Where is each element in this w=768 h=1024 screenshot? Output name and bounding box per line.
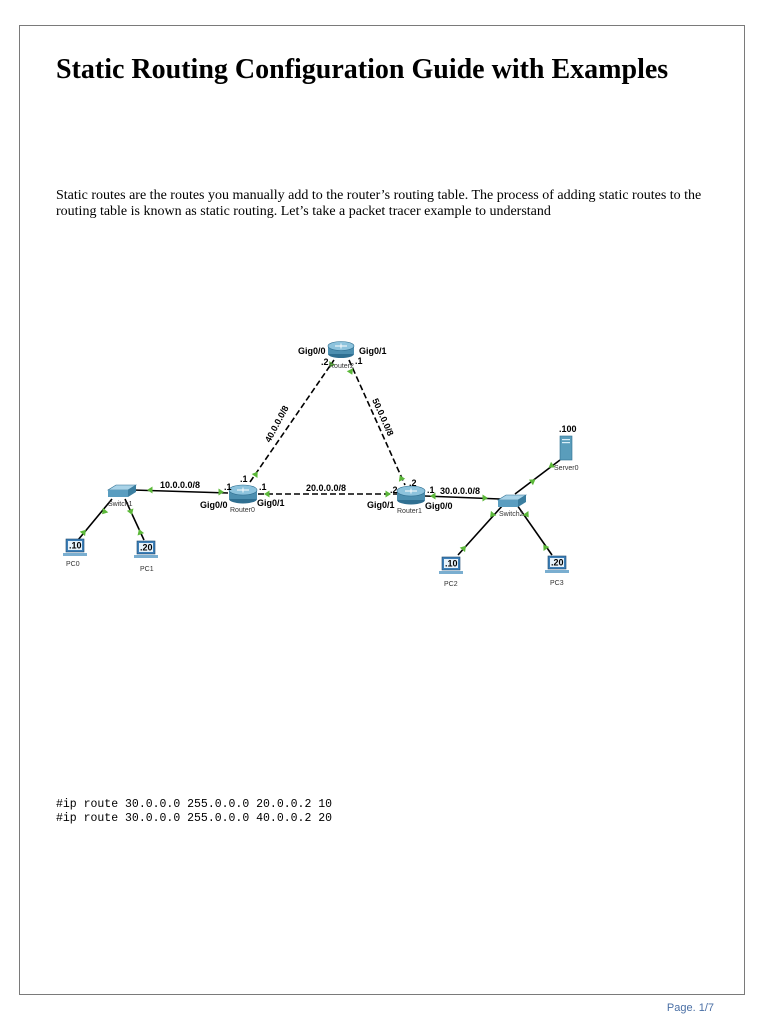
pc3-device[interactable]	[545, 556, 569, 587]
network-10-label: 10.0.0.0/8	[160, 480, 201, 490]
pc2-address: .10	[445, 558, 458, 569]
link-router0-router2	[250, 360, 334, 482]
link-router2-router1	[349, 360, 405, 485]
pc1-address: .20	[140, 542, 153, 553]
pc3-label: PC3	[550, 580, 564, 587]
router2-right-address: .1	[355, 356, 363, 366]
router2-device[interactable]	[328, 342, 354, 371]
router2-left-address: .2	[321, 357, 329, 367]
pc0-device[interactable]	[63, 539, 87, 568]
network-40-label: 40.0.0.0/8	[262, 403, 291, 444]
router1-device[interactable]	[397, 486, 425, 515]
server0-label: Server0	[554, 465, 579, 472]
router0-gig01-label: Gig0/1	[257, 498, 285, 508]
router0-top-address: .1	[240, 474, 248, 484]
router2-gig01-label: Gig0/1	[359, 346, 387, 356]
port-indicators	[80, 361, 555, 552]
pc2-device[interactable]	[439, 557, 463, 588]
switch1-device[interactable]	[108, 485, 136, 508]
pc0-label: PC0	[66, 561, 80, 568]
router0-gig00-label: Gig0/0	[200, 500, 228, 510]
switch1-label: Switch1	[108, 501, 133, 508]
code-block	[56, 798, 332, 826]
document-title: Static Routing Configuration Guide with Examples	[56, 54, 669, 85]
pc2-label: PC2	[444, 581, 458, 588]
switch2-device[interactable]	[498, 495, 526, 518]
router0-left-address: .1	[224, 482, 232, 492]
link-router1-switch2	[425, 496, 500, 499]
link-switch1-router0	[133, 490, 228, 493]
router1-top-address: .2	[409, 478, 417, 488]
router1-gig01-label: Gig0/1	[367, 500, 395, 510]
links	[78, 360, 560, 555]
network-20-label: 20.0.0.0/8	[306, 483, 347, 493]
router1-label: Router1	[397, 508, 422, 515]
server0-device[interactable]	[554, 424, 579, 472]
server0-address: .100	[559, 424, 577, 434]
pc0-address: .10	[69, 540, 82, 551]
router0-device[interactable]	[229, 485, 257, 514]
network-30-label: 30.0.0.0/8	[440, 486, 481, 496]
intro-paragraph: Static routes are the routes you manually add to the router’s routing table. The process of adding static routes to the routing table is known as static routing. Let’s take a packet tracer example to understand	[56, 188, 702, 219]
pc1-device[interactable]	[134, 541, 158, 573]
code-line-2: #ip route 30.0.0.0 255.0.0.0 40.0.0.2 20	[56, 812, 333, 825]
router1-gig00-label: Gig0/0	[425, 501, 453, 511]
pc3-address: .20	[551, 557, 564, 568]
pc1-label: PC1	[140, 566, 154, 573]
switch2-label: Switch2	[499, 511, 524, 518]
router1-right-address: .1	[427, 485, 435, 495]
router0-label: Router0	[230, 507, 255, 514]
code-line-1: #ip route 30.0.0.0 255.0.0.0 20.0.0.2 10	[56, 798, 333, 811]
router2-label: Router2	[329, 363, 354, 370]
router2-gig00-label: Gig0/0	[298, 346, 326, 356]
page-number: Page. 1/7	[666, 1002, 714, 1014]
network-50-label: 50.0.0.0/8	[370, 396, 396, 438]
network-labels	[160, 397, 480, 496]
router0-right-address: .1	[259, 482, 267, 492]
router1-left-address: .2	[390, 485, 398, 495]
